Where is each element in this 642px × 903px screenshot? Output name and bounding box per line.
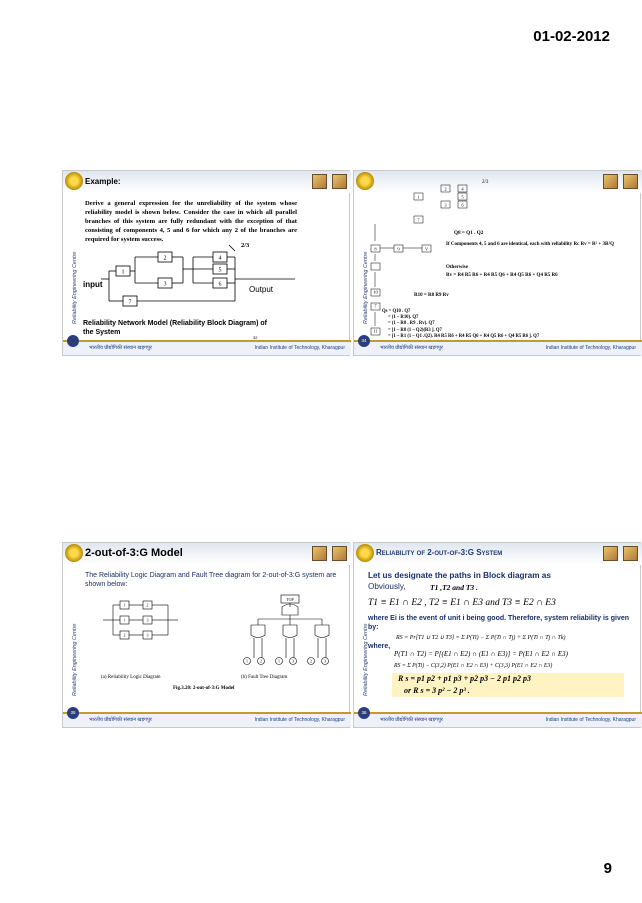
- vote-label: 2/3: [241, 242, 250, 249]
- basic-event: 1: [278, 658, 280, 664]
- event-definition: where Ei is the event of unit i being good. Therefore, system reliability is given by:: [368, 615, 630, 631]
- intro-line: Let us designate the paths in Block diagram as: [368, 571, 551, 580]
- block-6: 6: [218, 281, 222, 288]
- rs-sum-equation: RS = Σ P(Ti) − C(3,2) P(E1 ∩ E2 ∩ E3) + C(3,3) P(E1 ∩ E2 ∩ E3): [394, 663, 553, 669]
- side-label: Reliability Engineering Centre: [72, 623, 78, 696]
- top-event: TOP: [286, 597, 294, 602]
- figure-caption: Reliability Network Model (Reliability Block Diagram) of the System: [83, 320, 267, 336]
- block-3: 3: [444, 202, 447, 208]
- basic-event: 1: [246, 658, 248, 664]
- caption-b: (b) Fault Tree Diagram: [241, 675, 288, 680]
- slide-footer: [354, 712, 642, 727]
- qs-line: = (1 – R8 . R9 . Rv). Q7: [388, 321, 435, 327]
- block-7b: 7: [374, 303, 377, 309]
- footer-english: Indian Institute of Technology, Kharagpur: [254, 717, 345, 723]
- footer-english: Indian Institute of Technology, Kharagpur: [545, 717, 636, 723]
- footer-badge: 35: [67, 707, 79, 719]
- obviously-label: Obviously,: [368, 582, 406, 591]
- intersection-equation: P(T1 ∩ T2) = P[(E1 ∩ E2) ∩ (E1 ∩ E3)] = P(E1 ∩ E2 ∩ E3): [394, 650, 568, 658]
- caption-a: (a) Reliability Logic Diagram: [101, 675, 161, 680]
- footer-badge: 36: [358, 707, 370, 719]
- block-7: 7: [128, 299, 132, 306]
- computer-icon: [332, 174, 347, 189]
- r10-equation: R10 = R8 R9 Rv: [414, 293, 449, 298]
- book-icon: [312, 174, 327, 189]
- block-1: 1: [417, 194, 420, 200]
- book-icon: [603, 546, 618, 561]
- footer-hindi: भारतीय प्रौद्योगिकी संस्थान खड़गपुर: [89, 717, 152, 723]
- block-6: 6: [461, 202, 464, 208]
- slide-reduction: [353, 170, 641, 356]
- rld-block: 2: [146, 602, 149, 608]
- slide-body: Derive a general expression for the unreliability of the system whose reliability model is shown below. Consider the case in which all parallel branches of this system are fully redundant with the exception of that consisting of components 4, 5 and 6 for which any 2 of the branches are required for system success.: [85, 200, 297, 243]
- block-5: 5: [218, 267, 222, 274]
- rld-block: 1: [123, 602, 126, 608]
- qs-derivation: [382, 309, 640, 340]
- footer-english: Indian Institute of Technology, Kharagpur: [545, 345, 636, 351]
- basic-event: 3: [324, 658, 326, 664]
- computer-icon: [332, 546, 347, 561]
- reliability-block-diagram: [63, 242, 351, 329]
- block-3: 3: [163, 281, 167, 288]
- slide-header-bar: [354, 543, 642, 565]
- q8-equation: Q8 = Q1 . Q2: [454, 230, 484, 236]
- computer-icon: [623, 546, 638, 561]
- block-8: 8: [374, 246, 377, 252]
- qs-line: = [1 – R8 (1 – Q2)(R3 ]. Q7: [388, 327, 442, 333]
- rld-block: 1: [123, 617, 126, 623]
- slide-title: 2-out-of-3:G Model: [85, 547, 183, 559]
- footer-hindi: भारतीय प्रौद्योगिकी संस्थान खड़गपुर: [89, 345, 152, 351]
- block-5: 5: [461, 194, 464, 200]
- slide-number: 32: [253, 335, 258, 340]
- slide-header-bar: [63, 171, 351, 193]
- figure-label: Fig.3.20: 2-out-of-3:G Model: [173, 686, 235, 691]
- footer-hindi: भारतीय प्रौद्योगिकी संस्थान खड़गपुर: [380, 717, 443, 723]
- block-4: 4: [218, 255, 222, 262]
- basic-event: 3: [292, 658, 294, 664]
- rld-block: 2: [123, 632, 126, 638]
- block-v: V: [424, 246, 429, 252]
- iit-logo: [65, 172, 83, 190]
- rv-equation: Rv = R4 R5 R6 + R4 R5 Q6 + R4 Q5 R6 + Q4 R5 R6: [446, 273, 558, 278]
- qs-line: = (1 – R10). Q7: [388, 315, 419, 321]
- otherwise-label: Otherwise: [446, 265, 468, 270]
- paths-definition: T1 ≡ E1 ∩ E2 , T2 ≡ E1 ∩ E3 and T3 ≡ E2 ∩ E3: [368, 598, 556, 608]
- slide-footer: [63, 712, 351, 727]
- output-label: Output: [249, 285, 274, 294]
- qs-line: Qs = Q10 . Q7: [382, 309, 411, 314]
- side-label: Reliability Engineering Centre: [363, 623, 369, 696]
- book-icon: [312, 546, 327, 561]
- block-7: 7: [417, 217, 420, 223]
- slide-title: Example:: [85, 177, 121, 186]
- two-of-three-diagrams: [63, 595, 351, 715]
- slide-footer: [63, 340, 351, 355]
- footer-english: Indian Institute of Technology, Kharagpur: [254, 345, 345, 351]
- vote-label: 2/3: [482, 180, 489, 185]
- slide-header-bar: [63, 543, 351, 565]
- block-11: 11: [373, 328, 378, 334]
- block-2: 2: [163, 255, 167, 262]
- basic-event: 2: [260, 658, 262, 664]
- side-label: Reliability Engineering Centre: [363, 251, 369, 324]
- slide-footer: [354, 340, 642, 355]
- identical-note: If Components 4, 5 and 6 are identical, each with reliability Rc Rv = R² + 3R²Q: [446, 242, 614, 247]
- page-number: 9: [603, 860, 612, 877]
- rld-block: 3: [146, 617, 149, 623]
- rs-union-equation: RS = Pr[T1 ∪ T2 ∪ T3] = Σ P(Ti) − Σ P(Ti ∩ Tj) + Σ P(Ti ∩ Tj ∩ Tk): [396, 635, 566, 641]
- where-label: where,: [368, 643, 391, 650]
- block-1: 1: [121, 269, 125, 276]
- qs-line: = [1 – R1 (1 – Q1 .Q2). R4 R5 R6 + R4 R5 Q6 + R4 Q5 R6 + Q4 R5 R6 ]. Q7: [388, 333, 540, 339]
- block-10: 10: [373, 289, 378, 295]
- rld-block: 3: [146, 632, 149, 638]
- slide-body: The Reliability Logic Diagram and Fault Tree diagram for 2-out-of-3:G system are shown below:: [85, 572, 337, 588]
- result-equation: R s = p1 p2 + p1 p3 + p2 p3 − 2 p1 p2 p3: [398, 674, 531, 683]
- slide-2oo3-model: [62, 542, 350, 728]
- result-simplified: or R s = 3 p² − 2 p³ .: [404, 686, 470, 695]
- footer-badge: 34: [358, 335, 370, 347]
- input-label: input: [83, 280, 103, 289]
- slide-example: [62, 170, 350, 356]
- page-date: 01-02-2012: [533, 28, 610, 45]
- footer-badge: [67, 335, 79, 347]
- basic-event: 2: [310, 658, 312, 664]
- iit-logo: [356, 544, 374, 562]
- iit-logo: [65, 544, 83, 562]
- side-label: Reliability Engineering Centre: [72, 251, 78, 324]
- slide-2oo3-reliability: [353, 542, 641, 728]
- block-2: 2: [444, 186, 447, 192]
- block-4: 4: [461, 186, 464, 192]
- footer-hindi: भारतीय प्रौद्योगिकी संस्थान खड़गपुर: [380, 345, 443, 351]
- slide-title: Reliability of 2-out-of-3:G System: [376, 548, 503, 557]
- block-9: 9: [397, 246, 400, 252]
- paths-list: T1 ,T2 and T3 .: [430, 583, 478, 592]
